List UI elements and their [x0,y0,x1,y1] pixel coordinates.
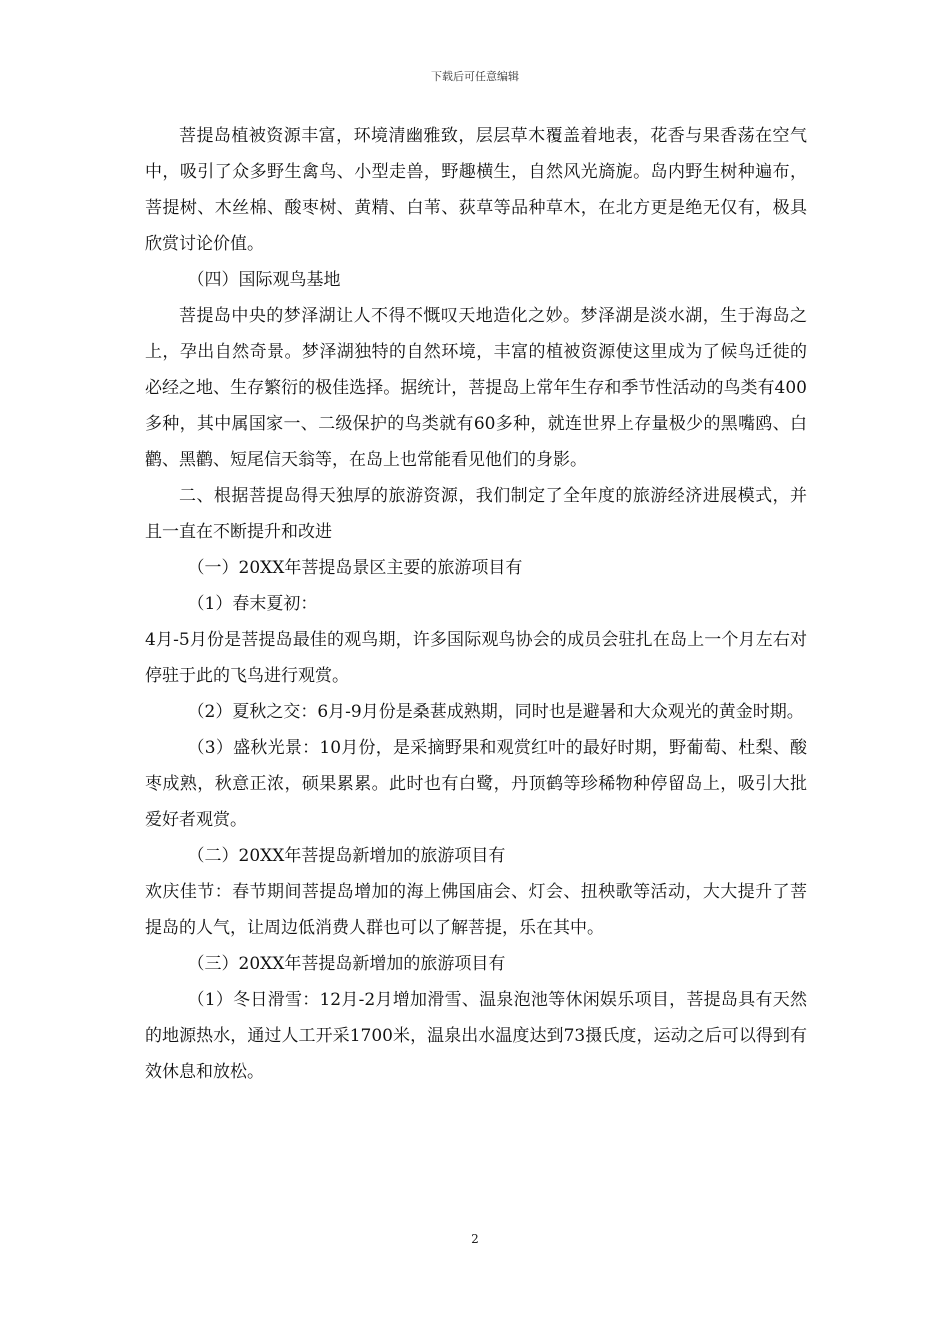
paragraph-autumn-scenery: （3）盛秋光景：10月份，是采摘野果和观赏红叶的最好时期，野葡萄、杜梨、酸枣成熟，秋意正浓，硕果累累。此时也有白鹭，丹顶鹤等珍稀物种停留岛上，吸引大批爱好者观赏。 [145,738,807,830]
document-body [145,118,807,1090]
paragraph-birdwatching: 4月-5月份是菩提岛最佳的观鸟期，许多国际观鸟协会的成员会驻扎在岛上一个月左右对停驻于此的飞鸟进行观赏。 [145,630,807,686]
subsection-heading-new-projects: （二）20XX年菩提岛新增加的旅游项目有 [187,846,506,866]
paragraph-winter-skiing: （1）冬日滑雪：12月-2月增加滑雪、温泉泡池等休闲娱乐项目，菩提岛具有天然的地源热水，通过人工开采1700米，温泉出水温度达到73摄氏度，运动之后可以得到有效休息和放松。 [145,990,807,1082]
subsection-heading-new-projects-2: （三）20XX年菩提岛新增加的旅游项目有 [187,954,506,974]
subsection-heading-main-projects: （一）20XX年菩提岛景区主要的旅游项目有 [187,558,523,578]
paragraph-festival: 欢庆佳节：春节期间菩提岛增加的海上佛国庙会、灯会、扭秧歌等活动，大大提升了菩提岛的人气，让周边低消费人群也可以了解菩提，乐在其中。 [145,882,807,938]
page-number: 2 [471,1232,479,1246]
paragraph-vegetation: 菩提岛植被资源丰富，环境清幽雅致，层层草木覆盖着地表，花香与果香荡在空气中，吸引了众多野生禽鸟、小型走兽，野趣横生，自然风光旖旎。岛内野生树种遍布，菩提树、木丝棉、酸枣树、黄精、白苇、荻草等品种草木，在北方更是绝无仅有，极具欣赏讨论价值。 [145,126,807,254]
section-heading-development-model: 二、根据菩提岛得天独厚的旅游资源，我们制定了全年度的旅游经济进展模式，并且一直在不断提升和改进 [145,486,807,542]
section-heading-bird-base: （四）国际观鸟基地 [187,270,341,290]
paragraph-summer-autumn: （2）夏秋之交：6月-9月份是桑葚成熟期，同时也是避暑和大众观光的黄金时期。 [187,702,804,722]
page-header: 下载后可任意编辑 [431,70,519,83]
paragraph-mengze-lake: 菩提岛中央的梦泽湖让人不得不慨叹天地造化之妙。梦泽湖是淡水湖，生于海岛之上，孕出自然奇景。梦泽湖独特的自然环境，丰富的植被资源使这里成为了候鸟迁徙的必经之地、生存繁衍的极佳选择。据统计，菩提岛上常年生存和季节性活动的鸟类有400多种，其中属国家一、二级保护的鸟类就有60多种，就连世界上存量极少的黑嘴鸥、白鹳、黑鹳、短尾信天翁等，在岛上也常能看见他们的身影。 [145,306,807,470]
item-heading-spring: （1）春末夏初： [187,594,318,614]
